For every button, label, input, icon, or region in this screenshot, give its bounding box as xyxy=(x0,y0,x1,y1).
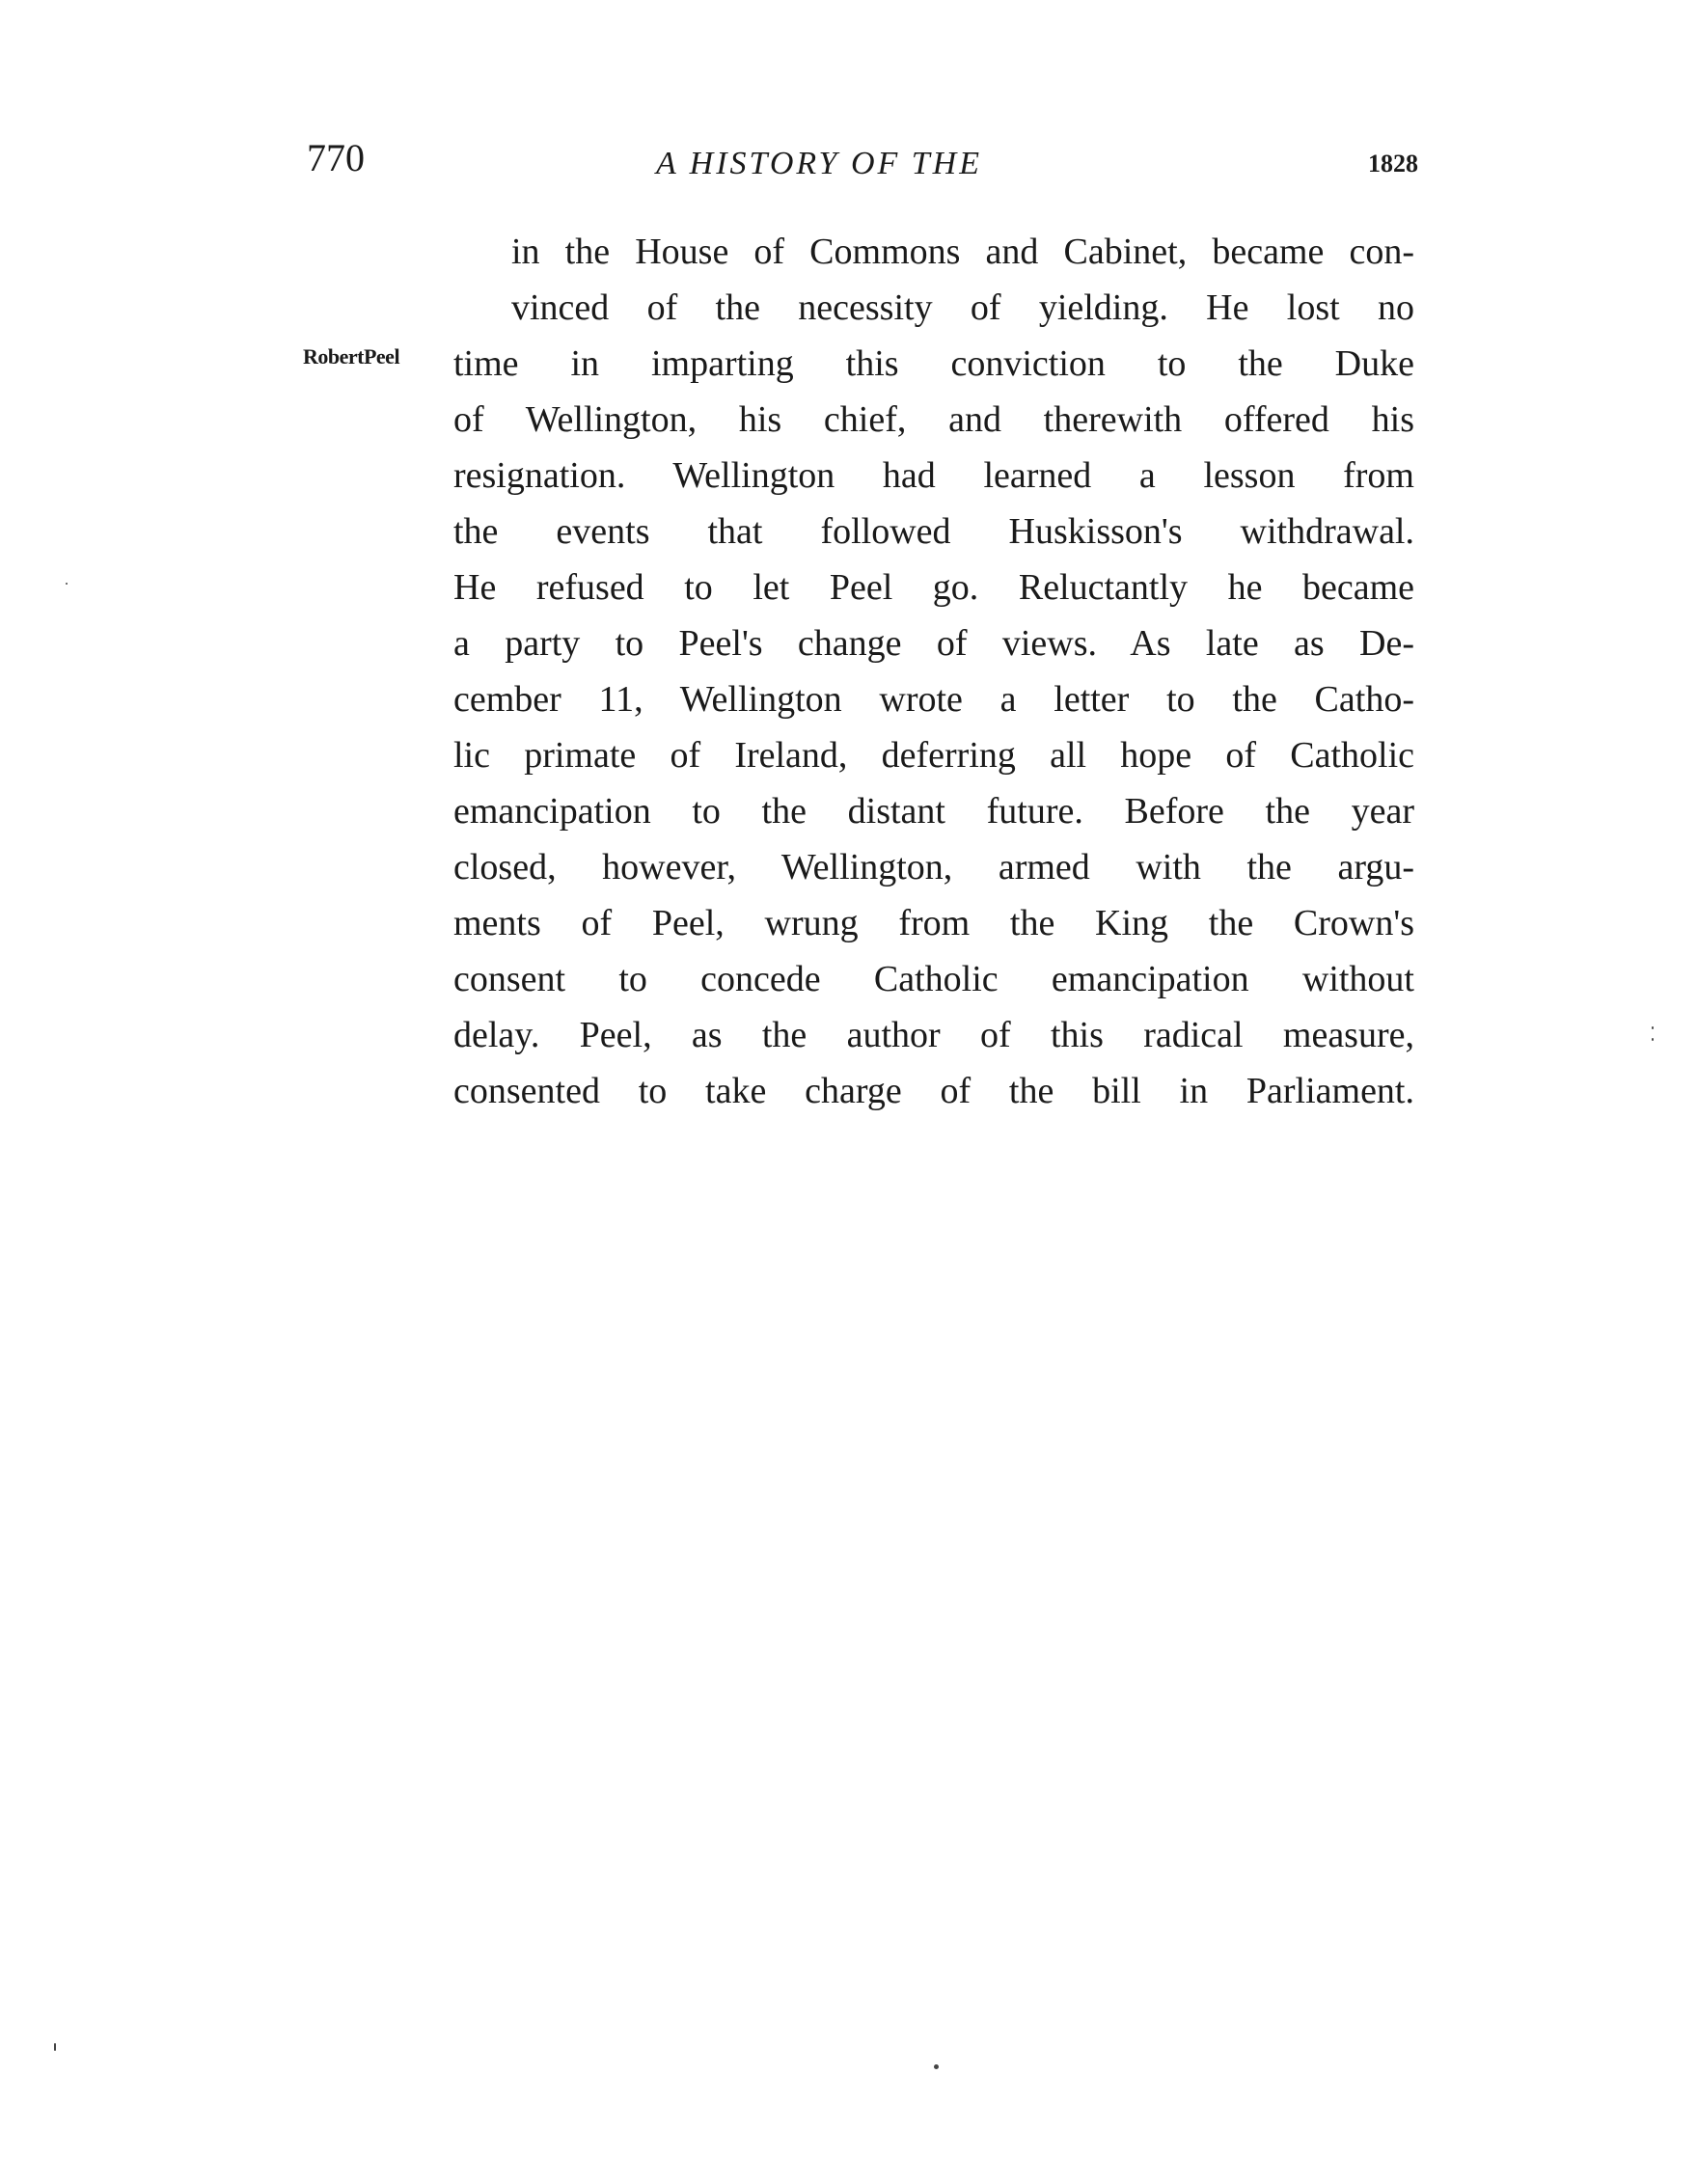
text-line: a party to Peel's change of views. As late as De- xyxy=(453,623,1414,664)
text-line: of Wellington, his chief, and therewith offered his xyxy=(453,399,1414,440)
text-line: vinced of the necessity of yielding. He lost no xyxy=(511,287,1414,328)
text-line: the events that followed Huskisson's withdrawal. xyxy=(453,511,1414,552)
scan-speck xyxy=(1652,1038,1654,1041)
margin-note: RobertPeel xyxy=(303,344,400,369)
page-number: 770 xyxy=(307,136,365,179)
scan-speck xyxy=(54,2043,56,2051)
text-line: resignation. Wellington had learned a lesson from xyxy=(453,455,1414,496)
body-text xyxy=(453,224,1414,1119)
running-title: A HISTORY OF THE xyxy=(656,146,982,181)
text-line: time in imparting this conviction to the Duke xyxy=(453,343,1414,384)
text-line: in the House of Commons and Cabinet, became con- xyxy=(511,232,1414,272)
scan-speck xyxy=(934,2064,939,2069)
text-line: lic primate of Ireland, deferring all hope of Catholic xyxy=(453,735,1414,776)
text-line: closed, however, Wellington, armed with the argu- xyxy=(453,847,1414,887)
text-line: delay. Peel, as the author of this radical measure, xyxy=(453,1015,1414,1055)
text-line: cember 11, Wellington wrote a letter to the Catho- xyxy=(453,679,1414,720)
scan-speck xyxy=(1652,1026,1654,1029)
page-year: 1828 xyxy=(1368,150,1418,177)
text-line: He refused to let Peel go. Reluctantly he became xyxy=(453,567,1414,608)
text-line: consented to take charge of the bill in Parliament. xyxy=(453,1071,1414,1111)
text-line: ments of Peel, wrung from the King the Crown's xyxy=(453,903,1414,943)
text-line: consent to concede Catholic emancipation without xyxy=(453,959,1414,999)
text-line: emancipation to the distant future. Before the year xyxy=(453,791,1414,832)
scan-speck xyxy=(66,583,68,585)
